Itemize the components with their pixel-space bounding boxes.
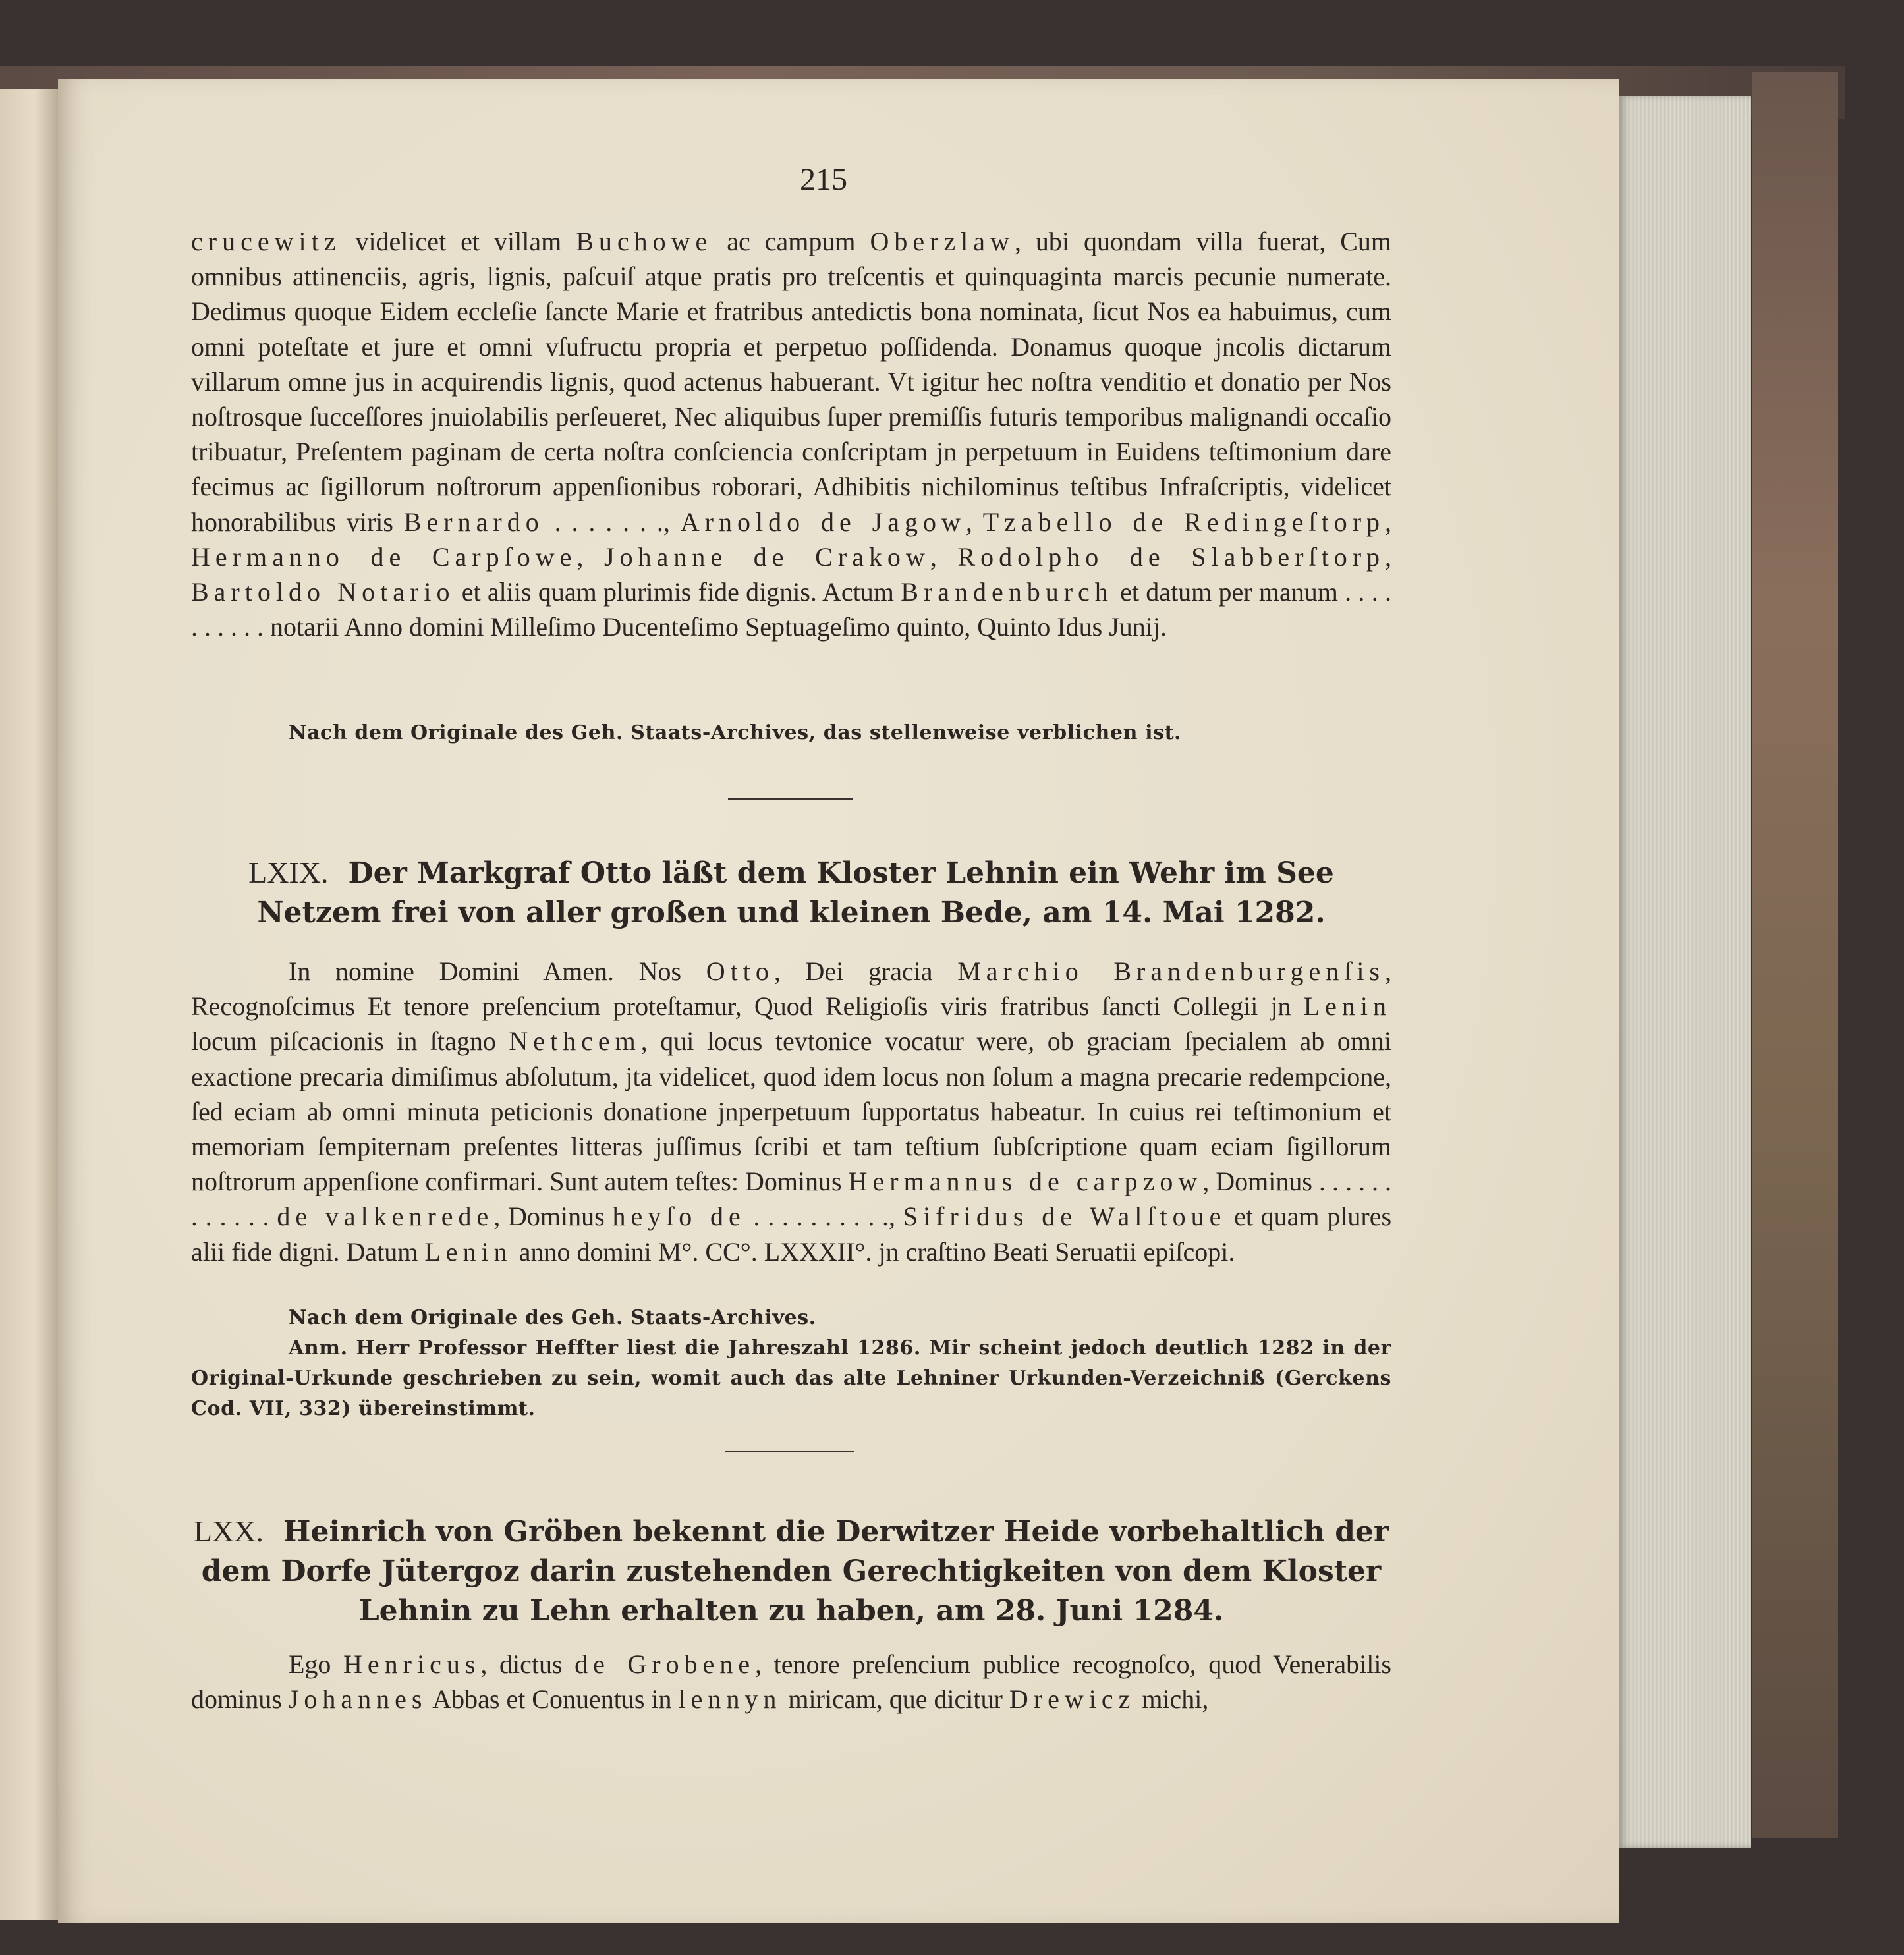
spaced-name: de Grobene (574, 1649, 756, 1679)
spaced-name: crucewitz (191, 227, 341, 256)
spaced-name: Johanne de Crakow (604, 541, 930, 572)
spaced-name: Brandenburch (901, 577, 1113, 607)
spaced-name: Lenin (1303, 991, 1391, 1022)
text-run: Ego (289, 1649, 343, 1679)
spaced-name: Bernardo (403, 507, 544, 537)
text-run: , Recognoſcimus Et tenore preſencium proteſtamur, Quod Religioſis viris fratribus ſancti Collegii jn (191, 956, 1391, 1022)
spaced-name: Bartoldo Notario (191, 577, 455, 607)
document-70-title: Heinrich von Gröben bekennt die Derwitzer Heide vorbehaltlich der dem Dorfe Jütergoz darin zustehenden Gerechtigkeiten von dem Kloster Lehnin zu Lehn erhalten zu haben, am 28. Juni 1284. (201, 1515, 1389, 1628)
spaced-name: Otto (706, 956, 774, 986)
document-69-annotation: Anm. Herr Professor Heffter liest die Jahreszahl 1286. Mir scheint jedoch deutlich 1282 in der Original-Urkunde geschrieben zu sein, womit auch das alte Lehniner Urkunden-Verzeichniß (Gerckens Cod. VII, 332) übereinstimmt. (191, 1336, 1391, 1420)
spaced-name: lennyn (678, 1684, 782, 1715)
text-run: , (965, 507, 983, 537)
page-block-edges (1619, 96, 1751, 1848)
spaced-name: Tzabello de Redingeſtorp (982, 507, 1386, 537)
text-run: Abbas et Conuentus in (427, 1684, 679, 1715)
document-69-text (191, 954, 1391, 1269)
spaced-name: Henricus (343, 1649, 481, 1679)
text-run: In nomine Domini Amen. Nos (289, 956, 706, 986)
book-cover-right (1752, 72, 1838, 1838)
section-divider (728, 798, 853, 800)
text-run: miricam, que dicitur (781, 1684, 1009, 1715)
text-run: michi, (1135, 1684, 1209, 1715)
text-run: , (576, 541, 605, 572)
text-run: , tenore preſencium publice recognoſco, quod Venerabilis dominus (191, 1649, 1391, 1715)
spaced-name: Marchio Brandenburgenſis (957, 956, 1385, 986)
source-note-previous: Nach dem Originale des Geh. Staats-Archives, das stellenweise verblichen ist. (289, 721, 1182, 744)
spaced-name: heyſo de (612, 1201, 746, 1232)
text-run: anno domini M°. CC°. LXXXII°. jn craſtino Beati Seruatii epiſcopi. (512, 1236, 1235, 1267)
text-run: videlicet et villam (341, 227, 576, 256)
text-run: , dictus (480, 1649, 575, 1679)
document-69-heading (191, 853, 1391, 933)
spaced-name: Buchowe (576, 227, 713, 256)
spaced-name: Lenin (424, 1236, 513, 1267)
text-run: . . . . . . . . . ., (745, 1201, 903, 1232)
document-70-text (191, 1647, 1391, 1717)
spaced-name: Rodolpho de Slabberſtorp (957, 541, 1386, 572)
spaced-name: Hermannus de carpzow (848, 1167, 1203, 1197)
spaced-name: Hermanno de Carpſowe (191, 541, 577, 572)
spaced-name: Arnoldo de Jagow (680, 507, 966, 537)
document-70-number: LXX. (193, 1514, 264, 1548)
document-69-title: Der Markgraf Otto läßt dem Kloster Lehnin ein Wehr im See Netzem frei von aller großen und kleinen Bede, am 14. Mai 1282. (257, 856, 1334, 929)
text-run: , qui locus tevtonice vocatur were, ob graciam ſpecialem ab omni exactione precaria dimiſimus abſolutum, jta videlicet, quod idem locus non ſolum a magna precarie redempcione, ſed eciam ab omni minuta peticionis donatione jnperpetuum ſupportatus habeatur. In cuius rei teſtimonium et memoriam ſempiternam preſentes litteras juſſimus ſcribi et tam teſtium ſubſcriptione quam eciam ſigillorum noſtrorum appenſione confirmari. Sunt autem teſtes: Dominus (191, 1026, 1392, 1197)
page-number: 215 (800, 162, 847, 197)
text-run: . . . . . . ., (544, 507, 681, 537)
text-run: et aliis quam plurimis fide dignis. Actum (455, 577, 901, 607)
spaced-name: Nethcem (509, 1026, 641, 1057)
document-69-source-note: Nach dem Originale des Geh. Staats-Archives. (289, 1306, 816, 1329)
text-run: ac campum (712, 227, 870, 256)
text-run: , (930, 541, 958, 572)
text-run: locum piſcacionis in ſtagno (191, 1026, 509, 1057)
document-70-heading (191, 1512, 1391, 1631)
text-run: , Dei gracia (773, 956, 958, 986)
left-page-edge (0, 89, 58, 1920)
text-run: , Dominus . . . . . . . . . . . . (191, 1167, 1392, 1232)
text-run: , (1385, 541, 1392, 572)
continued-document-text (191, 224, 1391, 644)
spaced-name: Sifridus de Walſtoue (903, 1201, 1227, 1232)
text-run: et datum per manum . . . . . . . . . . notarii Anno domini Milleſimo Ducenteſimo Septuageſimo quinto, Quinto Idus Junij. (191, 577, 1392, 642)
text-run: , ubi quondam villa fuerat, Cum omnibus attinenciis, agris, lignis, paſcuiſ atque pratis pro treſcentis et quinquaginta marcis pecunie numerate. Dedimus quoque Eidem eccleſie ſancte Marie et fratribus antedictis bona nominata, ſicut Nos ea habuimus, cum omni poteſtate et jure et omni vſufructu propria et perpetuo poſſidenda. Donamus quoque jncolis dictarum villarum omne jus in acquirendis lignis, quod actenus habuerant. Vt igitur hec noſtra venditio et donatio per Nos noſtrosque ſucceſſores jnuiolabilis perſeueret, Nec aliquibus ſuper premiſſis futuris temporibus malignandi occaſio tribuatur, Preſentem paginam de certa noſtra conſciencia conſcriptam jn perpetuum in Euidens teſtimonium dare fecimus ac ſigillorum noſtrorum appenſionibus roborari, Adhibitis nichilominus teſtibus Infraſcriptis, videlicet honorabilibus viris (191, 227, 1391, 537)
spaced-name: Oberzlaw (870, 227, 1015, 256)
section-divider (725, 1451, 854, 1452)
spaced-name: Drewicz (1009, 1684, 1136, 1715)
text-run: , Dominus (493, 1201, 613, 1232)
text-run: et quam plures alii fide digni. Datum (191, 1201, 1392, 1267)
document-69-number: LXIX. (248, 856, 329, 889)
text-run: , (1385, 507, 1392, 537)
spaced-name: Johannes (288, 1684, 428, 1715)
spaced-name: de valkenrede (277, 1201, 494, 1232)
